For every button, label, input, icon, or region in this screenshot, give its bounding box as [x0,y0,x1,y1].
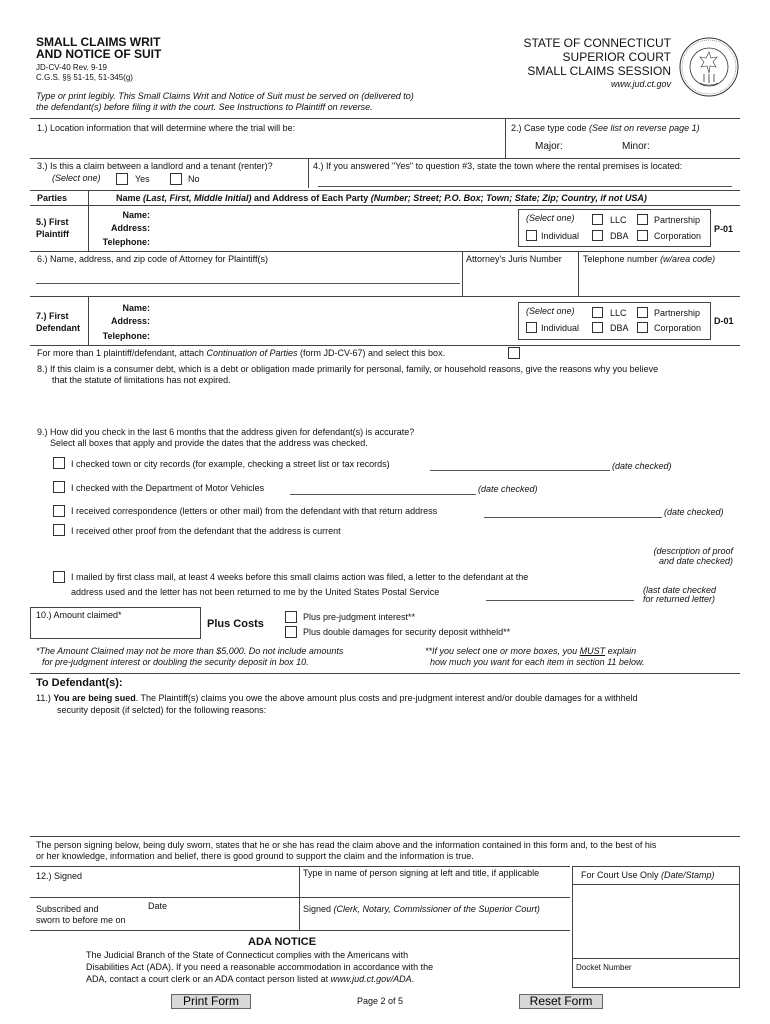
q9-town-records-label: I checked town or city records (for example, checking a street list or tax records) [71,459,390,469]
q6-attorney-label: 6.) Name, address, and zip code of Attorney for Plaintiff(s) [37,254,268,264]
q1-location-label: 1.) Location information that will determine where the trial will be: [37,123,296,133]
subscribed-line2: sworn to before me on [36,915,126,925]
q11-line1: 11.) You are being sued. The Plaintiff(s) claims you owe the above amount plus costs and pre-judgment interest and/or double damages for a withheld [36,693,638,703]
q5-partnership-checkbox[interactable] [637,214,648,225]
q11-line2: security deposit (if selcted) for the following reasons: [57,705,267,715]
q12-type-name-input[interactable] [303,881,569,896]
court-use-label: For Court Use Only (Date/Stamp) [581,870,715,880]
q5-partnership-label: Partnership [654,215,701,225]
q10-double-damages-checkbox[interactable] [285,626,297,638]
q6-telephone-label: Telephone number (w/area code) [583,254,716,264]
q5-llc-label: LLC [610,215,627,225]
q9-dmv-checkbox[interactable] [53,481,65,493]
page-number: Page 2 of 5 [357,996,404,1006]
ada-line2: Disabilities Act (ADA). If you need a reasonable accommodation in accordance with the [86,962,434,972]
plus-costs-label: Plus Costs [207,618,264,630]
subscribed-date-label: Date [148,901,168,911]
print-form-button[interactable]: Print Form [171,994,251,1009]
state-seal-icon [678,36,740,98]
q9-other-proof-checkbox[interactable] [53,524,65,536]
instructions-line1: Type or print legibly. This Small Claims Writ and Notice of Suit must be served on (delivered to) [36,91,414,101]
q3-select-one: (Select one) [52,173,101,183]
q7-partnership-label: Partnership [654,308,701,318]
q9-dmv-label: I checked with the Department of Motor Vehicles [71,483,265,493]
q5-llc-checkbox[interactable] [592,214,603,225]
q11-reasons-input[interactable] [36,718,736,832]
q7-telephone-label: Telephone: [102,331,150,341]
q7-individual-label: Individual [541,323,580,333]
q8-consumer-debt-line2: that the statute of limitations has not expired. [52,375,231,385]
oath-line1: The person signing below, being duly sworn, states that he or she has read the claim above and the information contained in this form and, to the best of his [36,840,657,850]
q12-signed-label: 12.) Signed [36,871,83,881]
q10-amount-label: 10.) Amount claimed* [36,610,122,620]
form-title-line2: AND NOTICE OF SUIT [36,47,162,61]
q10-interest-checkbox[interactable] [285,611,297,623]
q9-other-proof-hint1: (description of proof [653,546,733,556]
q9-correspondence-checkbox[interactable] [53,505,65,517]
ada-line1: The Judicial Branch of the State of Connecticut complies with the Americans with [86,950,409,960]
q9-mailed-letter-hint1: (last date checked [643,585,717,595]
q9-mailed-letter-date-input[interactable] [486,600,634,601]
q5-plaintiff-label: Plaintiff [36,229,69,239]
q8-reasons-input[interactable] [36,388,736,424]
q9-other-proof-label: I received other proof from the defendant that the address is current [71,526,341,536]
q6-juris-number-label: Attorney's Juris Number [466,254,562,264]
q10-note2-line1: **If you select one or more boxes, you MUST explain [425,646,637,656]
q3-landlord-tenant-label: 3.) Is this a claim between a landlord and a tenant (renter)? [37,161,273,171]
q9-mailed-letter-checkbox[interactable] [53,571,65,583]
instructions-line2: the defendant(s) before filing it with the court. See Instructions to Plaintiff on reverse. [36,102,373,112]
q7-partnership-checkbox[interactable] [637,307,648,318]
q5-name-label: Name: [122,210,150,220]
q5-telephone-label: Telephone: [102,237,150,247]
subscribed-date-input[interactable] [148,913,296,927]
q9-other-proof-hint2: and date checked) [658,556,733,566]
q10-double-damages-label: Plus double damages for security deposit withheld** [303,627,511,637]
q9-town-records-hint: (date checked) [612,461,672,471]
q5-corporation-label: Corporation [654,231,702,241]
to-defendants-heading: To Defendant(s): [36,677,123,689]
q9-town-records-checkbox[interactable] [53,457,65,469]
q3-yes-checkbox[interactable] [116,173,128,185]
q7-party-code: D-01 [714,316,734,326]
q9-mailed-letter-line1: I mailed by first class mail, at least 4 weeks before this small claims action was filed, a letter to the defendant at the [71,572,529,582]
q7-select-one: (Select one) [526,306,575,316]
q9-dmv-date-input[interactable] [290,494,476,495]
q5-dba-label: DBA [610,231,629,241]
q12-type-name-label: Type in name of person signing at left and title, if applicable [303,868,540,878]
q4-rental-town-label: 4.) If you answered "Yes" to question #3, state the town where the rental premises is located: [313,161,683,171]
parties-name-header: Name (Last, First, Middle Initial) and Address of Each Party (Number; Street; P.O. Box; Town; State; Zip; Country, if not USA) [116,193,647,203]
q5-select-one: (Select one) [526,213,575,223]
q7-dba-checkbox[interactable] [592,322,603,333]
q10-interest-label: Plus pre-judgment interest** [303,612,416,622]
ada-notice-title: ADA NOTICE [248,936,317,948]
q2-minor-label: Minor: [622,141,650,152]
q12-signed-by-label: Signed (Clerk, Notary, Commissioner of the Superior Court) [303,904,540,914]
q5-address-label: Address: [110,223,150,233]
q7-first-label: 7.) First [36,311,69,321]
q6-attorney-input[interactable] [36,283,460,284]
court-website: www.jud.ct.gov [610,79,671,89]
q3-no-checkbox[interactable] [170,173,182,185]
q3-no-label: No [188,174,200,184]
q7-corporation-checkbox[interactable] [637,322,648,333]
state-name: STATE OF CONNECTICUT [523,36,671,50]
q7-llc-checkbox[interactable] [592,307,603,318]
q10-note1-line1: *The Amount Claimed may not be more than $5,000. Do not include amounts [36,646,344,656]
q3-yes-label: Yes [135,174,150,184]
q9-other-proof-input[interactable] [71,540,631,564]
statute-reference: C.G.S. §§ 51-15, 51-345(g) [36,73,133,82]
q9-correspondence-label: I received correspondence (letters or other mail) from the defendant with that return address [71,506,438,516]
more-parties-note: For more than 1 plaintiff/defendant, attach Continuation of Parties (form JD-CV-67) and select this box. [37,348,446,358]
reset-form-button[interactable]: Reset Form [519,994,603,1009]
q9-correspondence-date-input[interactable] [484,517,662,518]
q4-rental-town-input[interactable] [318,186,732,187]
q9-mailed-letter-hint2: for returned letter) [643,594,716,604]
q7-llc-label: LLC [610,308,627,318]
ada-line3: ADA, contact a court clerk or an ADA contact person listed at www.jud.ct.gov/ADA. [86,974,415,984]
q5-party-code: P-01 [714,224,734,234]
q7-corporation-label: Corporation [654,323,702,333]
q5-plaintiff-details-input[interactable] [154,208,514,249]
q9-town-records-date-input[interactable] [430,470,610,471]
q7-individual-checkbox[interactable] [526,322,537,333]
q5-individual-label: Individual [541,231,580,241]
q7-name-label: Name: [122,303,150,313]
q10-note1-line2: for pre-judgment interest or doubling the security deposit in box 10. [42,657,309,667]
q9-mailed-letter-line2: address used and the letter has not been returned to me by the United States Postal Service [71,587,440,597]
q7-dba-label: DBA [610,323,629,333]
q12-signature-input[interactable] [36,882,296,896]
q10-note2-line2: how much you want for each item in section 11 below. [430,657,645,667]
q9-address-check-line2: Select all boxes that apply and provide the dates that the address was checked. [50,438,368,448]
q5-individual-checkbox[interactable] [526,230,537,241]
session-name: SMALL CLAIMS SESSION [527,64,671,78]
q7-address-label: Address: [110,316,150,326]
q5-corporation-checkbox[interactable] [637,230,648,241]
q9-correspondence-hint: (date checked) [664,507,724,517]
docket-number-label: Docket Number [576,963,632,972]
q9-dmv-hint: (date checked) [478,484,538,494]
q7-defendant-details-input[interactable] [154,300,514,343]
q9-address-check-line1: 9.) How did you check in the last 6 months that the address given for defendant(s) is accurate? [37,427,415,437]
subscribed-line1: Subscribed and [36,904,99,914]
q5-dba-checkbox[interactable] [592,230,603,241]
q7-defendant-label: Defendant [36,323,81,333]
parties-column-header: Parties [37,193,68,203]
q5-first-label: 5.) First [36,217,69,227]
q2-major-label: Major: [535,141,563,152]
more-parties-checkbox[interactable] [508,347,520,359]
q8-consumer-debt-line1: 8.) If this claim is a consumer debt, which is a debt or obligation made primarily for personal, family, or household reasons, give the reasons why you believe [37,364,659,374]
q2-case-type-label: 2.) Case type code (See list on reverse page 1) [511,123,700,133]
court-name: SUPERIOR COURT [562,50,671,64]
oath-line2: or her knowledge, information and belief, there is good ground to support the claim and the information is true. [36,851,474,861]
form-title-line1: SMALL CLAIMS WRIT [36,35,161,49]
form-number: JD-CV-40 Rev. 9-19 [36,63,107,72]
